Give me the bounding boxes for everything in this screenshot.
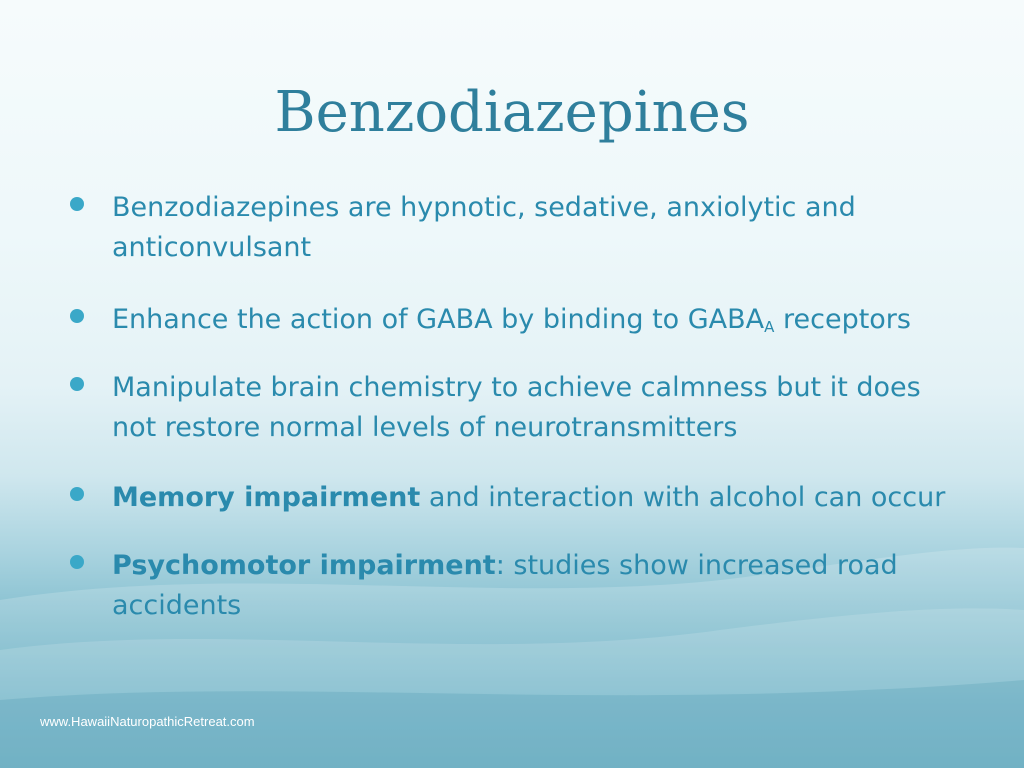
- bullet-text-tail: receptors: [774, 304, 911, 335]
- slide-title: Benzodiazepines: [274, 80, 750, 145]
- bullet-item: [70, 478, 950, 518]
- bullet-bold-text: Memory impairment: [112, 482, 421, 513]
- bullet-text-tail: : studies show increased road accidents: [112, 550, 898, 621]
- bullet-text: Benzodiazepines are hypnotic, sedative, anxiolytic and anticonvulsant: [112, 192, 856, 263]
- bullet-text: Manipulate brain chemistry to achieve calmness but it does not restore normal levels of neurotransmitters: [112, 372, 921, 443]
- bullet-text: [112, 300, 950, 347]
- bullet-item: [70, 300, 950, 347]
- bullet-item: [70, 546, 950, 626]
- bullet-text-main: Enhance the action of GABA by binding to GABA: [112, 304, 765, 335]
- bullet-dot-icon: [70, 197, 84, 211]
- bullet-dot-icon: [70, 555, 84, 569]
- footer-url: www.HawaiiNaturopathicRetreat.com: [40, 714, 255, 729]
- bullet-dot-icon: [70, 487, 84, 501]
- bullet-item: [70, 368, 950, 448]
- bullet-dot-icon: [70, 309, 84, 323]
- bullet-text-tail: and interaction with alcohol can occur: [420, 482, 946, 513]
- bullet-text: [112, 478, 950, 518]
- bullet-dot-icon: [70, 377, 84, 391]
- bullet-item: [70, 188, 950, 268]
- bullet-bold-text: Psychomotor impairment: [112, 550, 496, 581]
- subscript-text: A: [764, 318, 775, 336]
- bullet-text: [112, 546, 950, 626]
